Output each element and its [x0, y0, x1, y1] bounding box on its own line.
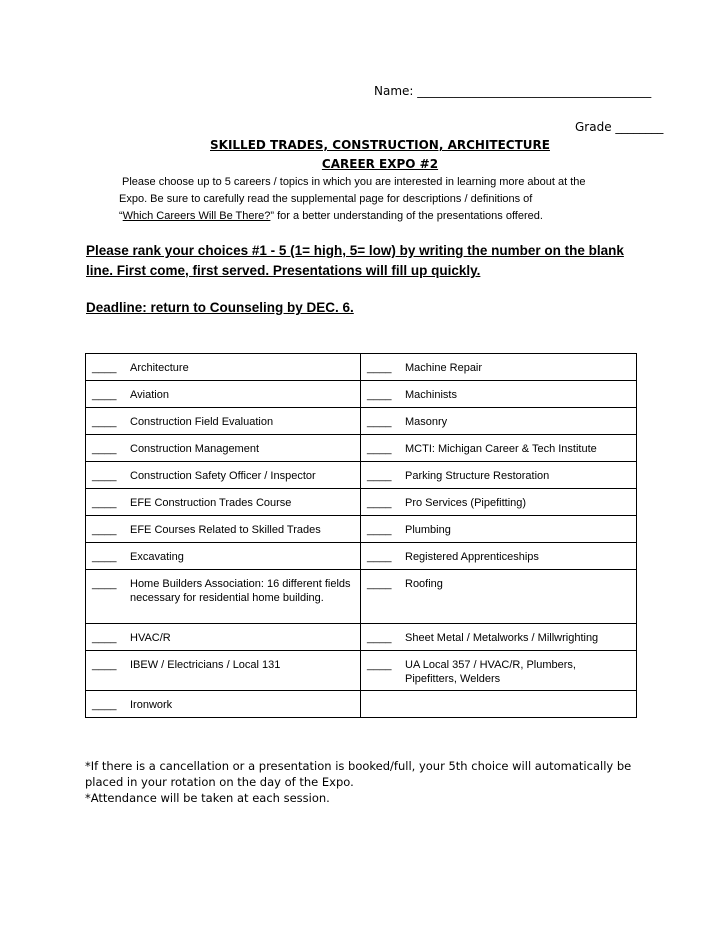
- intro-line-3: [119, 208, 639, 225]
- intro-line-2: Expo. Be sure to carefully read the supplemental page for descriptions / definitions of: [119, 193, 533, 205]
- grade-blank[interactable]: ________: [615, 120, 664, 134]
- career-option: [361, 462, 636, 487]
- career-label: HVAC/R: [130, 632, 171, 644]
- career-cell-left: [86, 651, 361, 691]
- career-label: Registered Apprenticeships: [405, 551, 539, 563]
- career-label: Sheet Metal / Metalworks / Millwrighting: [405, 632, 599, 644]
- career-cell-right: [361, 543, 637, 570]
- career-label: UA Local 357 / HVAC/R, Plumbers, Pipefitters, Welders: [405, 659, 576, 685]
- career-cell-right: [361, 354, 637, 381]
- rank-blank[interactable]: ____: [92, 416, 117, 428]
- career-cell-left: [86, 435, 361, 462]
- career-label: Plumbing: [405, 524, 451, 536]
- rank-blank[interactable]: ____: [367, 578, 392, 590]
- career-option: [361, 354, 636, 379]
- career-label: EFE Courses Related to Skilled Trades: [130, 524, 321, 536]
- rank-blank[interactable]: ____: [92, 632, 117, 644]
- career-option: [86, 354, 360, 379]
- rank-blank[interactable]: ____: [367, 362, 392, 374]
- table-row: [86, 543, 637, 570]
- page-subtitle: CAREER EXPO #2: [321, 157, 439, 171]
- rank-blank[interactable]: ____: [367, 497, 392, 509]
- deadline-notice: Deadline: return to Counseling by DEC. 6.: [86, 300, 354, 315]
- career-option: [361, 570, 636, 595]
- table-row: [86, 624, 637, 651]
- career-option: [361, 381, 636, 406]
- careers-table: [85, 353, 637, 718]
- table-row: [86, 381, 637, 408]
- career-cell-left: [86, 543, 361, 570]
- table-row: [86, 435, 637, 462]
- grade-field[interactable]: [575, 120, 663, 134]
- career-option: [361, 435, 636, 460]
- grade-label: Grade: [575, 120, 612, 134]
- rank-blank[interactable]: ____: [92, 551, 117, 563]
- career-option: [361, 516, 636, 541]
- career-cell-left: [86, 624, 361, 651]
- career-cell-right: [361, 435, 637, 462]
- rank-blank[interactable]: ____: [92, 699, 117, 711]
- career-label: Ironwork: [130, 699, 173, 711]
- table-row: [86, 489, 637, 516]
- career-option: [86, 516, 360, 541]
- rank-blank[interactable]: ____: [367, 443, 392, 455]
- rank-blank[interactable]: ____: [367, 389, 392, 401]
- career-label: Roofing: [405, 578, 443, 590]
- career-label: Machinists: [405, 389, 457, 401]
- career-cell-left: [86, 570, 361, 624]
- career-option: [361, 489, 636, 514]
- career-label: Home Builders Association: 16 different fields necessary for residential home building.: [130, 578, 351, 604]
- career-cell-right: [361, 570, 637, 624]
- name-blank[interactable]: _______________________________________: [417, 84, 652, 98]
- career-option: [86, 462, 360, 487]
- career-label: Parking Structure Restoration: [405, 470, 550, 482]
- career-label: Construction Management: [130, 443, 260, 455]
- career-cell-right: [361, 462, 637, 489]
- career-label: MCTI: Michigan Career & Tech Institute: [405, 443, 597, 455]
- career-option: [86, 651, 360, 676]
- intro-line-1: Please choose up to 5 careers / topics in which you are interested in learning more about at the: [122, 176, 586, 188]
- quote-open: “: [119, 210, 123, 222]
- rank-blank[interactable]: ____: [367, 659, 392, 671]
- rank-blank[interactable]: ____: [92, 578, 117, 590]
- career-label: Architecture: [130, 362, 189, 374]
- table-row: [86, 570, 637, 624]
- rank-blank[interactable]: ____: [92, 443, 117, 455]
- career-option: [361, 543, 636, 568]
- career-cell-left: [86, 516, 361, 543]
- rank-blank[interactable]: ____: [92, 497, 117, 509]
- career-cell-right: [361, 651, 637, 691]
- rank-blank[interactable]: ____: [92, 389, 117, 401]
- rank-blank[interactable]: ____: [92, 524, 117, 536]
- career-option: [86, 691, 360, 716]
- table-row: [86, 691, 637, 718]
- rank-blank[interactable]: ____: [367, 470, 392, 482]
- table-row: [86, 462, 637, 489]
- career-cell-left: [86, 408, 361, 435]
- page-title: SKILLED TRADES, CONSTRUCTION, ARCHITECTURE: [210, 138, 550, 152]
- rank-blank[interactable]: ____: [92, 659, 117, 671]
- career-option: [86, 435, 360, 460]
- rank-blank[interactable]: ____: [367, 524, 392, 536]
- career-label: Excavating: [130, 551, 184, 563]
- footer-notes: [85, 758, 645, 806]
- career-cell-left: [86, 489, 361, 516]
- career-cell-right: [361, 516, 637, 543]
- career-option: [86, 408, 360, 433]
- career-label: IBEW / Electricians / Local 131: [130, 659, 281, 671]
- career-label: Construction Safety Officer / Inspector: [130, 470, 316, 482]
- career-cell-right: [361, 624, 637, 651]
- rank-blank[interactable]: ____: [367, 632, 392, 644]
- intro-line-3-rest: ” for a better understanding of the presentations offered.: [270, 210, 543, 222]
- career-cell-right: [361, 408, 637, 435]
- intro-paragraph: [119, 174, 639, 225]
- rank-blank[interactable]: ____: [92, 362, 117, 374]
- career-cell-left: [86, 381, 361, 408]
- table-row: [86, 516, 637, 543]
- career-cell-left: [86, 462, 361, 489]
- cancellation-note: *If there is a cancellation or a presentation is booked/full, your 5th choice will automatically be placed in your rotation on the day of the Expo.: [85, 759, 632, 789]
- attendance-note: *Attendance will be taken at each session.: [85, 791, 330, 805]
- career-label: Pro Services (Pipefitting): [405, 497, 527, 509]
- career-option: [86, 489, 360, 514]
- career-cell-right: [361, 691, 637, 718]
- rank-blank[interactable]: ____: [367, 416, 392, 428]
- career-label: Construction Field Evaluation: [130, 416, 274, 428]
- career-option: [361, 408, 636, 433]
- career-option: [86, 381, 360, 406]
- name-label: Name:: [374, 84, 414, 98]
- career-cell-right: [361, 381, 637, 408]
- rank-instructions: Please rank your choices #1 - 5 (1= high, 5= low) by writing the number on the blank line. First come, first served. Presentations will fill up quickly.: [86, 243, 624, 278]
- table-row: [86, 354, 637, 381]
- career-label: Masonry: [405, 416, 448, 428]
- career-label: Aviation: [130, 389, 169, 401]
- career-cell-right: [361, 489, 637, 516]
- career-label: Machine Repair: [405, 362, 483, 374]
- careers-page-link[interactable]: Which Careers Will Be There?: [122, 210, 271, 222]
- career-cell-left: [86, 691, 361, 718]
- career-cell-left: [86, 354, 361, 381]
- career-option: [361, 624, 636, 649]
- career-label: EFE Construction Trades Course: [130, 497, 292, 509]
- name-field[interactable]: [374, 84, 651, 98]
- table-row: [86, 651, 637, 691]
- table-row: [86, 408, 637, 435]
- rank-blank[interactable]: ____: [367, 551, 392, 563]
- rank-blank[interactable]: ____: [92, 470, 117, 482]
- career-option: [86, 570, 360, 609]
- career-option: [86, 543, 360, 568]
- career-option: [361, 651, 636, 690]
- career-option: [86, 624, 360, 649]
